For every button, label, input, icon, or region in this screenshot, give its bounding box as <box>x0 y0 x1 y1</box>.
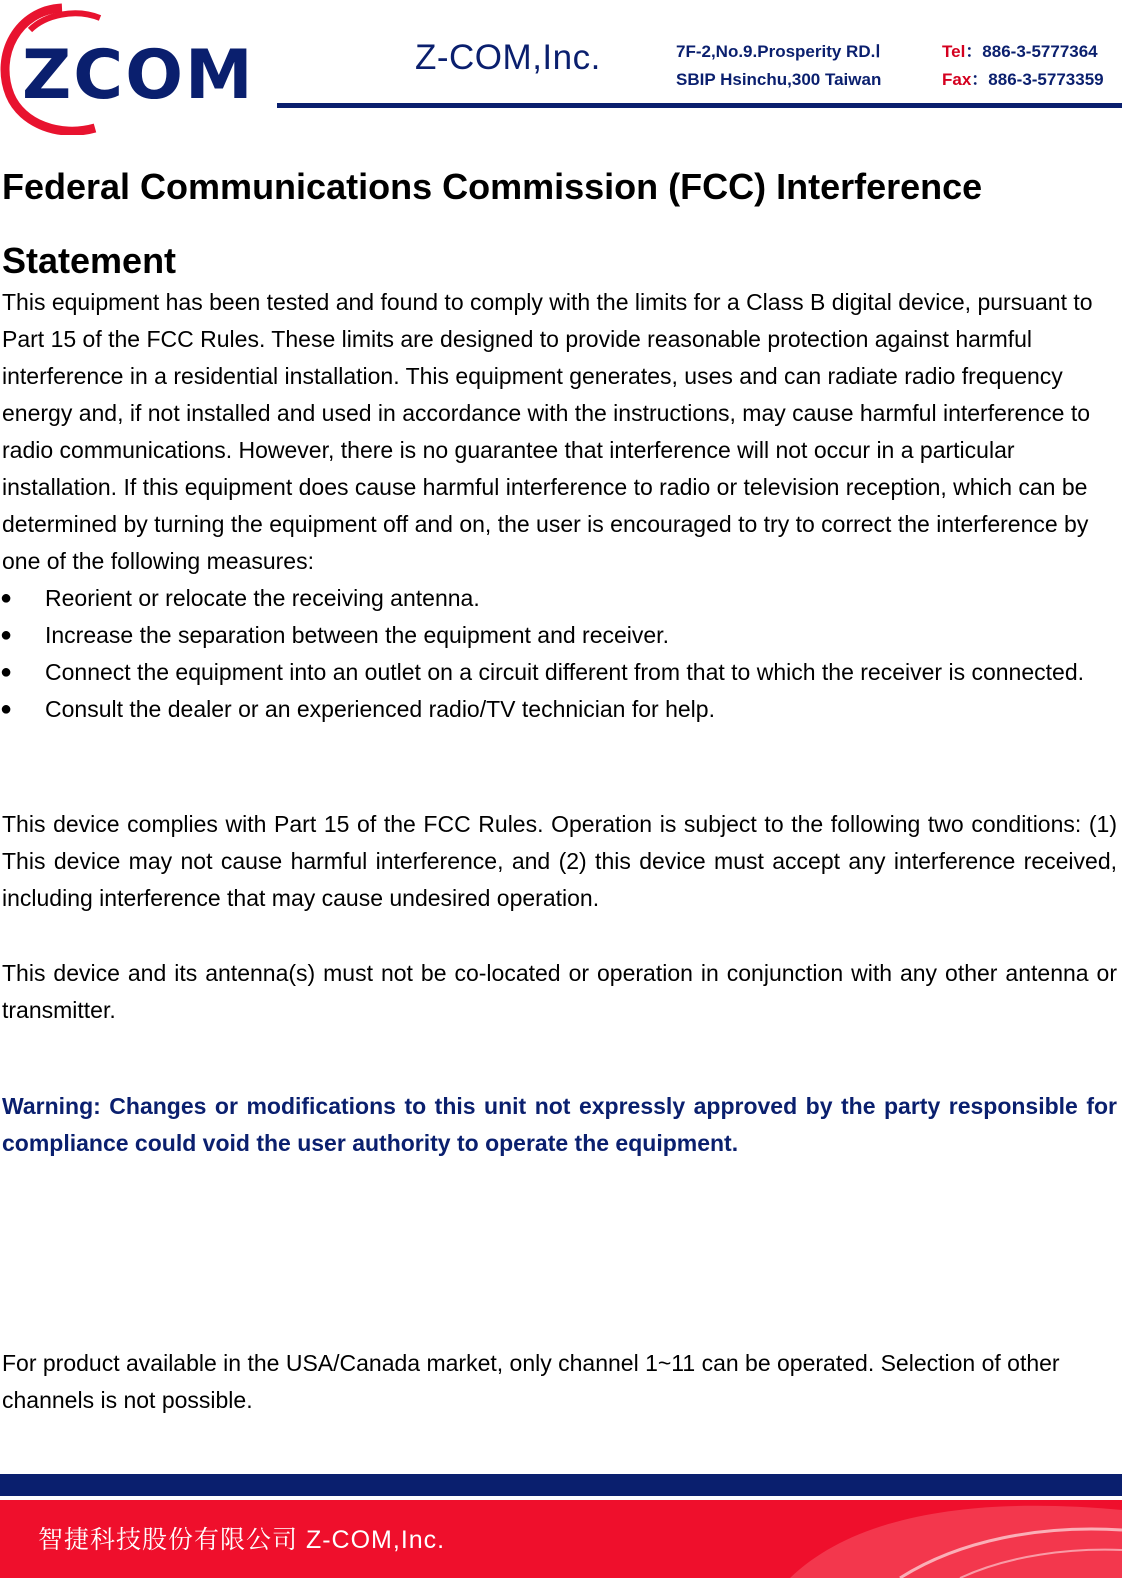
list-item: ● Reorient or relocate the receiving antenna. <box>0 580 1100 617</box>
address-line-1: 7F-2,No.9.Prosperity RD.Ⅰ <box>676 42 881 61</box>
company-name: Z-COM,Inc. <box>415 38 601 77</box>
fax-label: Fax <box>942 70 972 89</box>
warning-paragraph: Warning: Changes or modifications to this unit not expressly approved by the party responsible for compliance could void the user authority to operate the equipment. <box>2 1093 1117 1156</box>
list-item: ● Connect the equipment into an outlet on a circuit different from that to which the receiver is connected. <box>0 654 1100 691</box>
company-address <box>676 38 881 94</box>
tel-number: ：886-3-5777364 <box>965 42 1098 61</box>
list-item: ● Consult the dealer or an experienced radio/TV technician for help. <box>0 691 1100 728</box>
part15-paragraph: This device complies with Part 15 of the FCC Rules. Operation is subject to the following two conditions: (1) This device may not cause harmful interference, and (2) this device must accept any interference received, including interference that may cause undesired operation. <box>2 811 1117 911</box>
channels-paragraph: For product available in the USA/Canada market, only channel 1~11 can be operated. Selection of other channels is not possible. <box>2 1350 1060 1413</box>
page-title: Federal Communications Commission (FCC) Interference Statement <box>2 166 983 281</box>
fax-number: ：886-3-5773359 <box>971 70 1104 89</box>
list-item: ● Increase the separation between the equipment and receiver. <box>0 617 1100 654</box>
header-rule <box>277 103 1122 108</box>
intro-paragraph: This equipment has been tested and found to comply with the limits for a Class B digital device, pursuant to Part 15 of the FCC Rules. These limits are designed to provide reasonable protection against harmful interference in a residential installation. This equipment generates, uses and can radiate radio frequency energy and, if not installed and used in accordance with the instructions, may cause harmful interference to radio communications. However, there is no guarantee that interference will not occur in a particular installation. If this equipment does cause harmful interference to radio or television reception, which can be determined by turning the equipment off and on, the user is encouraged to try to correct the interference by one of the following measures: <box>2 289 1093 574</box>
colocation-paragraph: This device and its antenna(s) must not be co-located or operation in conjunction with any other antenna or transmitter. <box>2 960 1117 1023</box>
company-contact <box>942 38 1104 94</box>
svg-text:ZCOM: ZCOM <box>22 36 255 115</box>
tel-line <box>942 38 1104 66</box>
measures-list <box>0 580 1100 728</box>
address-line-2: SBIP Hsinchu,300 Taiwan <box>676 70 882 89</box>
zcom-logo <box>0 0 280 135</box>
footer-navy-band <box>0 1474 1122 1496</box>
tel-label: Tel <box>942 42 966 61</box>
fax-line <box>942 66 1104 94</box>
footer-company-name: 智捷科技股份有限公司 Z-COM,Inc. <box>38 1526 446 1554</box>
